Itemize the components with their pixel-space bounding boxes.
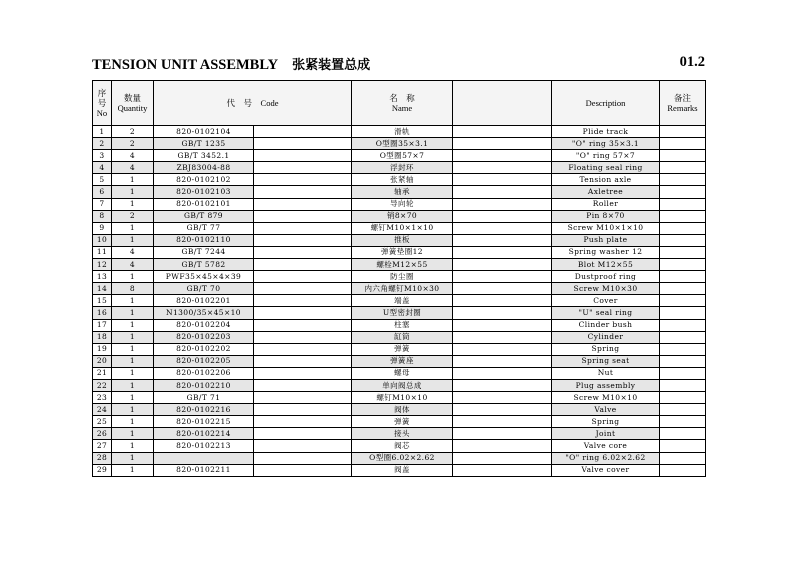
cell-remarks — [660, 452, 706, 464]
cell-description: Plide track — [552, 126, 660, 138]
cell-name: 轴承 — [352, 186, 453, 198]
cell-quantity: 1 — [112, 295, 154, 307]
cell-name: 阀盖 — [352, 464, 453, 476]
cell-remarks — [660, 126, 706, 138]
cell-remarks — [660, 138, 706, 150]
cell-description: Valve core — [552, 440, 660, 452]
header-name: 名 称 Name — [352, 81, 453, 126]
cell-quantity: 2 — [112, 138, 154, 150]
cell-no: 3 — [93, 150, 112, 162]
cell-name: 防尘圈 — [352, 271, 453, 283]
cell-code-extra — [254, 355, 352, 367]
cell-name-extra — [453, 174, 552, 186]
cell-code-extra — [254, 126, 352, 138]
cell-description: Spring seat — [552, 355, 660, 367]
cell-quantity: 1 — [112, 234, 154, 246]
cell-remarks — [660, 283, 706, 295]
cell-name: 螺钉M10×10 — [352, 392, 453, 404]
table-row — [93, 452, 706, 464]
cell-no: 8 — [93, 210, 112, 222]
title-chinese: 张紧装置总成 — [292, 58, 371, 73]
table-row — [93, 404, 706, 416]
cell-name: 单向阀总成 — [352, 379, 453, 391]
cell-no: 22 — [93, 379, 112, 391]
table-row — [93, 428, 706, 440]
cell-name-extra — [453, 162, 552, 174]
cell-description: Cover — [552, 295, 660, 307]
table-header-row — [93, 81, 706, 126]
cell-name: 张紧轴 — [352, 174, 453, 186]
cell-no: 15 — [93, 295, 112, 307]
cell-remarks — [660, 464, 706, 476]
cell-name-extra — [453, 150, 552, 162]
cell-name-extra — [453, 210, 552, 222]
table-row — [93, 210, 706, 222]
page-title — [92, 54, 370, 74]
cell-name: 接头 — [352, 428, 453, 440]
cell-code-extra — [254, 343, 352, 355]
cell-code-extra — [254, 367, 352, 379]
cell-code-extra — [254, 246, 352, 258]
cell-quantity: 1 — [112, 186, 154, 198]
cell-name-extra — [453, 126, 552, 138]
cell-code: GB/T 77 — [154, 222, 254, 234]
cell-name: 销8×70 — [352, 210, 453, 222]
table-row — [93, 259, 706, 271]
cell-description: Roller — [552, 198, 660, 210]
cell-code: 820-0102206 — [154, 367, 254, 379]
cell-code: 820-0102215 — [154, 416, 254, 428]
cell-code: 820-0102202 — [154, 343, 254, 355]
cell-code-extra — [254, 307, 352, 319]
cell-quantity: 1 — [112, 392, 154, 404]
cell-code-extra — [254, 222, 352, 234]
cell-name: 弹簧 — [352, 416, 453, 428]
table-row — [93, 343, 706, 355]
table-row — [93, 138, 706, 150]
cell-remarks — [660, 379, 706, 391]
cell-code-extra — [254, 138, 352, 150]
cell-name: 螺栓M12×55 — [352, 259, 453, 271]
cell-remarks — [660, 186, 706, 198]
cell-quantity: 4 — [112, 246, 154, 258]
cell-name-extra — [453, 138, 552, 150]
cell-code: 820-0102213 — [154, 440, 254, 452]
cell-quantity: 4 — [112, 150, 154, 162]
table-row — [93, 392, 706, 404]
cell-name: 推板 — [352, 234, 453, 246]
cell-remarks — [660, 162, 706, 174]
cell-quantity: 1 — [112, 307, 154, 319]
cell-description: Pin 8×70 — [552, 210, 660, 222]
table-row — [93, 355, 706, 367]
cell-code-extra — [254, 379, 352, 391]
table-row — [93, 307, 706, 319]
cell-name-extra — [453, 295, 552, 307]
cell-name: O型圈35×3.1 — [352, 138, 453, 150]
cell-name-extra — [453, 343, 552, 355]
cell-no: 6 — [93, 186, 112, 198]
cell-name-extra — [453, 452, 552, 464]
table-row — [93, 331, 706, 343]
cell-remarks — [660, 150, 706, 162]
cell-code-extra — [254, 440, 352, 452]
cell-code-extra — [254, 174, 352, 186]
cell-name-extra — [453, 416, 552, 428]
cell-quantity: 2 — [112, 210, 154, 222]
cell-description: Valve cover — [552, 464, 660, 476]
cell-code-extra — [254, 210, 352, 222]
cell-description: Axletree — [552, 186, 660, 198]
cell-remarks — [660, 246, 706, 258]
cell-remarks — [660, 367, 706, 379]
cell-code-extra — [254, 198, 352, 210]
cell-quantity: 1 — [112, 452, 154, 464]
header-blank — [453, 81, 552, 126]
cell-name-extra — [453, 307, 552, 319]
cell-name: 弹簧座 — [352, 355, 453, 367]
cell-code-extra — [254, 428, 352, 440]
cell-description: Nut — [552, 367, 660, 379]
cell-quantity: 1 — [112, 343, 154, 355]
cell-code-extra — [254, 331, 352, 343]
table-row — [93, 283, 706, 295]
cell-name-extra — [453, 355, 552, 367]
cell-name-extra — [453, 428, 552, 440]
cell-quantity: 1 — [112, 416, 154, 428]
cell-remarks — [660, 271, 706, 283]
cell-name-extra — [453, 283, 552, 295]
cell-remarks — [660, 210, 706, 222]
cell-no: 25 — [93, 416, 112, 428]
cell-no: 17 — [93, 319, 112, 331]
cell-name-extra — [453, 440, 552, 452]
cell-name: O型圈57×7 — [352, 150, 453, 162]
cell-no: 21 — [93, 367, 112, 379]
cell-quantity: 1 — [112, 440, 154, 452]
cell-quantity: 4 — [112, 259, 154, 271]
cell-name-extra — [453, 379, 552, 391]
cell-quantity: 1 — [112, 464, 154, 476]
cell-code: GB/T 879 — [154, 210, 254, 222]
table-row — [93, 271, 706, 283]
cell-description: Spring — [552, 343, 660, 355]
cell-remarks — [660, 222, 706, 234]
cell-name: 滑轨 — [352, 126, 453, 138]
table-row — [93, 246, 706, 258]
table-row — [93, 464, 706, 476]
cell-description: Spring washer 12 — [552, 246, 660, 258]
title-english: TENSION UNIT ASSEMBLY — [92, 57, 279, 73]
cell-quantity: 1 — [112, 222, 154, 234]
cell-description: Plug assembly — [552, 379, 660, 391]
cell-code-extra — [254, 271, 352, 283]
cell-code: 820-0102203 — [154, 331, 254, 343]
cell-code: GB/T 7244 — [154, 246, 254, 258]
cell-description: Screw M10×1×10 — [552, 222, 660, 234]
cell-code: GB/T 71 — [154, 392, 254, 404]
cell-code: GB/T 3452.1 — [154, 150, 254, 162]
cell-remarks — [660, 392, 706, 404]
cell-name-extra — [453, 222, 552, 234]
cell-no: 24 — [93, 404, 112, 416]
cell-name-extra — [453, 234, 552, 246]
cell-name-extra — [453, 367, 552, 379]
cell-remarks — [660, 319, 706, 331]
cell-no: 14 — [93, 283, 112, 295]
cell-remarks — [660, 198, 706, 210]
table-row — [93, 379, 706, 391]
cell-name-extra — [453, 331, 552, 343]
cell-code: 820-0102104 — [154, 126, 254, 138]
cell-code-extra — [254, 404, 352, 416]
cell-code-extra — [254, 162, 352, 174]
cell-name-extra — [453, 198, 552, 210]
cell-remarks — [660, 343, 706, 355]
cell-code: 820-0102211 — [154, 464, 254, 476]
cell-quantity: 4 — [112, 162, 154, 174]
cell-description: Screw M10×30 — [552, 283, 660, 295]
cell-no: 2 — [93, 138, 112, 150]
cell-no: 7 — [93, 198, 112, 210]
cell-code-extra — [254, 295, 352, 307]
cell-code-extra — [254, 150, 352, 162]
cell-name-extra — [453, 186, 552, 198]
cell-remarks — [660, 234, 706, 246]
cell-remarks — [660, 416, 706, 428]
cell-code-extra — [254, 319, 352, 331]
cell-code: 820-0102201 — [154, 295, 254, 307]
cell-name-extra — [453, 271, 552, 283]
cell-quantity: 1 — [112, 331, 154, 343]
cell-description: Cylinder — [552, 331, 660, 343]
cell-code-extra — [254, 452, 352, 464]
cell-description: "O" ring 57×7 — [552, 150, 660, 162]
cell-no: 29 — [93, 464, 112, 476]
cell-description: Spring — [552, 416, 660, 428]
cell-no: 12 — [93, 259, 112, 271]
cell-name-extra — [453, 319, 552, 331]
cell-name: 阀体 — [352, 404, 453, 416]
cell-code-extra — [254, 392, 352, 404]
cell-name: 导向轮 — [352, 198, 453, 210]
cell-remarks — [660, 307, 706, 319]
cell-name: 浮封环 — [352, 162, 453, 174]
cell-description: "O" ring 6.02×2.62 — [552, 452, 660, 464]
cell-quantity: 1 — [112, 379, 154, 391]
header-no: 序号 No — [93, 81, 112, 126]
table-row — [93, 367, 706, 379]
cell-description: Clinder bush — [552, 319, 660, 331]
cell-code-extra — [254, 259, 352, 271]
cell-name: U型密封圈 — [352, 307, 453, 319]
cell-quantity: 2 — [112, 126, 154, 138]
table-row — [93, 186, 706, 198]
cell-description: Blot M12×55 — [552, 259, 660, 271]
cell-no: 5 — [93, 174, 112, 186]
cell-code: GB/T 1235 — [154, 138, 254, 150]
cell-remarks — [660, 259, 706, 271]
cell-code-extra — [254, 283, 352, 295]
cell-quantity: 1 — [112, 355, 154, 367]
cell-quantity: 1 — [112, 319, 154, 331]
cell-code: GB/T 70 — [154, 283, 254, 295]
cell-name-extra — [453, 464, 552, 476]
cell-quantity: 1 — [112, 271, 154, 283]
table-row — [93, 198, 706, 210]
cell-description: Floating seal ring — [552, 162, 660, 174]
cell-name: 柱塞 — [352, 319, 453, 331]
header-code: 代 号 Code — [154, 81, 352, 126]
table-row — [93, 162, 706, 174]
cell-description: Valve — [552, 404, 660, 416]
table-row — [93, 222, 706, 234]
cell-no: 28 — [93, 452, 112, 464]
cell-code — [154, 452, 254, 464]
table-row — [93, 319, 706, 331]
cell-name-extra — [453, 392, 552, 404]
cell-description: Tension axle — [552, 174, 660, 186]
cell-code: 820-0102102 — [154, 174, 254, 186]
cell-name: 内六角螺钉M10×30 — [352, 283, 453, 295]
cell-no: 13 — [93, 271, 112, 283]
cell-remarks — [660, 355, 706, 367]
cell-no: 16 — [93, 307, 112, 319]
cell-code: 820-0102210 — [154, 379, 254, 391]
header-quantity: 数量 Quantity — [112, 81, 154, 126]
cell-no: 18 — [93, 331, 112, 343]
cell-no: 23 — [93, 392, 112, 404]
cell-name: 弹簧 — [352, 343, 453, 355]
cell-quantity: 1 — [112, 428, 154, 440]
cell-name: 阀芯 — [352, 440, 453, 452]
cell-quantity: 1 — [112, 367, 154, 379]
cell-code: ZBJ83004-88 — [154, 162, 254, 174]
cell-code: 820-0102205 — [154, 355, 254, 367]
cell-code: N1300/35×45×10 — [154, 307, 254, 319]
cell-code-extra — [254, 234, 352, 246]
cell-code-extra — [254, 186, 352, 198]
cell-description: Dustproof ring — [552, 271, 660, 283]
cell-name-extra — [453, 246, 552, 258]
cell-code: 820-0102110 — [154, 234, 254, 246]
cell-name: 弹簧垫圈12 — [352, 246, 453, 258]
cell-quantity: 1 — [112, 174, 154, 186]
header-description: Description — [552, 81, 660, 126]
cell-code-extra — [254, 464, 352, 476]
cell-remarks — [660, 440, 706, 452]
table-row — [93, 295, 706, 307]
cell-code: 820-0102204 — [154, 319, 254, 331]
page-number: 01.2 — [679, 54, 705, 70]
table-row — [93, 126, 706, 138]
header-remarks: 备注 Remarks — [660, 81, 706, 126]
table-row — [93, 440, 706, 452]
table-row — [93, 416, 706, 428]
cell-name: 端盖 — [352, 295, 453, 307]
cell-quantity: 1 — [112, 198, 154, 210]
cell-description: Screw M10×10 — [552, 392, 660, 404]
cell-name: 缸筒 — [352, 331, 453, 343]
cell-no: 4 — [93, 162, 112, 174]
table-row — [93, 150, 706, 162]
cell-description: "O" ring 35×3.1 — [552, 138, 660, 150]
cell-no: 20 — [93, 355, 112, 367]
parts-table — [92, 80, 706, 477]
cell-no: 26 — [93, 428, 112, 440]
table-row — [93, 234, 706, 246]
cell-no: 19 — [93, 343, 112, 355]
cell-name: O型圈6.02×2.62 — [352, 452, 453, 464]
cell-name-extra — [453, 404, 552, 416]
cell-name: 螺钉M10×1×10 — [352, 222, 453, 234]
cell-no: 27 — [93, 440, 112, 452]
cell-name: 螺母 — [352, 367, 453, 379]
cell-no: 11 — [93, 246, 112, 258]
cell-name-extra — [453, 259, 552, 271]
cell-code: 820-0102101 — [154, 198, 254, 210]
cell-no: 10 — [93, 234, 112, 246]
cell-code: PWF35×45×4×39 — [154, 271, 254, 283]
table-row — [93, 174, 706, 186]
cell-code: 820-0102214 — [154, 428, 254, 440]
cell-code-extra — [254, 416, 352, 428]
cell-remarks — [660, 295, 706, 307]
cell-remarks — [660, 331, 706, 343]
cell-remarks — [660, 428, 706, 440]
cell-code: 820-0102216 — [154, 404, 254, 416]
cell-no: 9 — [93, 222, 112, 234]
cell-code: GB/T 5782 — [154, 259, 254, 271]
cell-quantity: 8 — [112, 283, 154, 295]
cell-quantity: 1 — [112, 404, 154, 416]
cell-description: Joint — [552, 428, 660, 440]
cell-no: 1 — [93, 126, 112, 138]
cell-code: 820-0102103 — [154, 186, 254, 198]
cell-description: Push plate — [552, 234, 660, 246]
cell-description: "U" seal ring — [552, 307, 660, 319]
cell-remarks — [660, 174, 706, 186]
cell-remarks — [660, 404, 706, 416]
